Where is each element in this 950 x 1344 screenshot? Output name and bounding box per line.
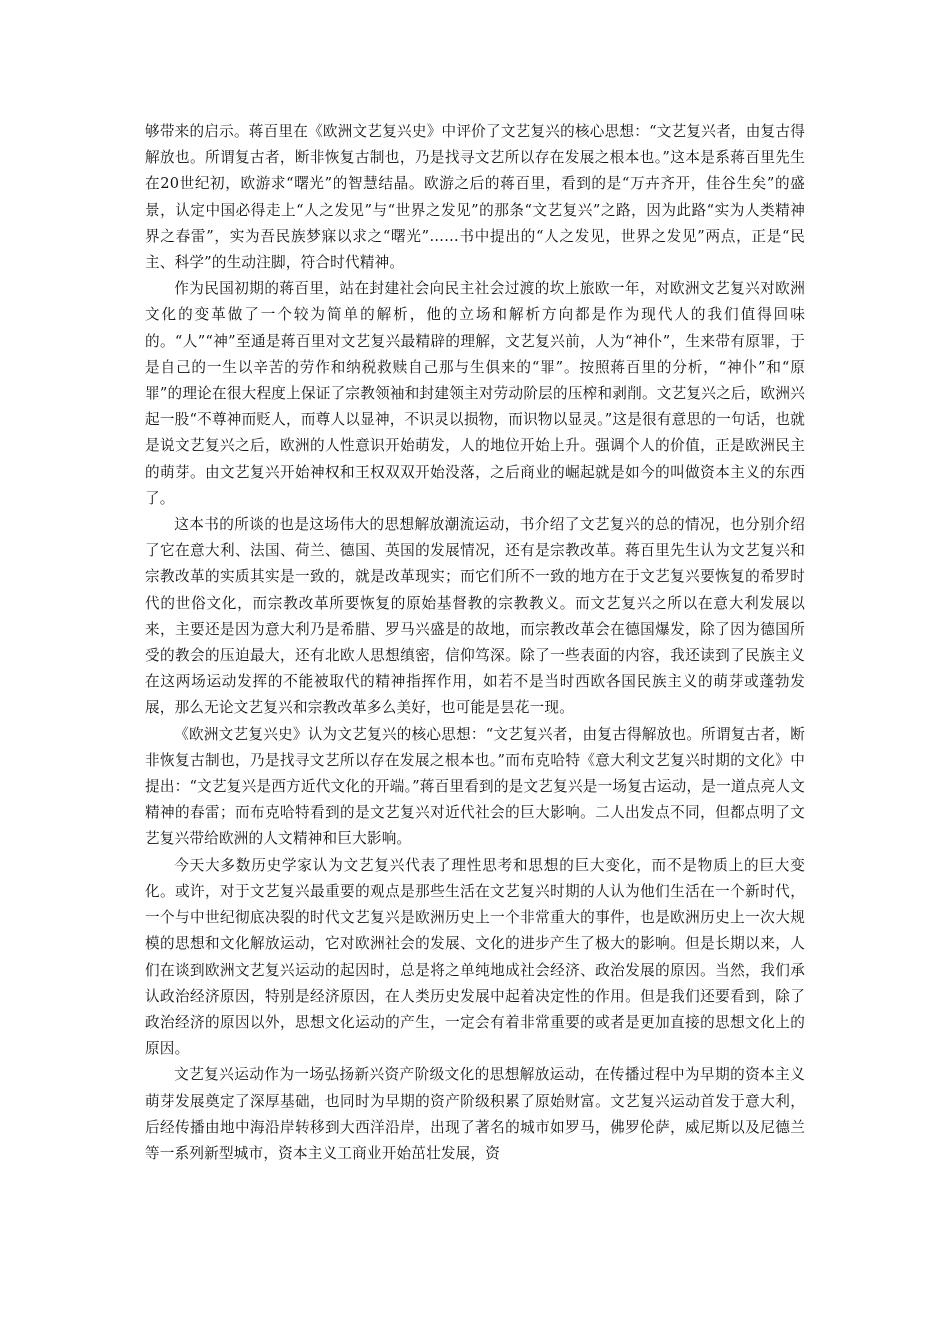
paragraph-jiang-baili-analysis: 作为民国初期的蒋百里，站在封建社会向民主社会过渡的坎上旅欧一年，对欧洲文艺复兴对欧洲文化的变革做了一个较为简单的解析，他的立场和解析方向都是作为现代人的我们值得回味的。“人”“神”至通是蒋百里对文艺复兴最精辟的理解，文艺复兴前，人为“神仆”，生来带有原罪，于是自己的一生以辛苦的劳作和纳税救赎自己那与生俱来的“罪”。按照蒋百里的分析，“神仆”和“原罪”的理论在很大程度上保证了宗教领袖和封建领主对劳动阶层的压榨和剥削。文艺复兴之后，欧洲兴起一股“不尊神而贬人，而尊人以显神，不识灵以损物，而识物以显灵。”这是很有意思的一句话，也就是说文艺复兴之后，欧洲的人性意识开始萌发，人的地位开始上升。强调个人的价值，正是欧洲民主的萌芽。由文艺复兴开始神权和王权双双开始没落，之后商业的崛起就是如今的叫做资本主义的东西了。 [145, 280, 805, 507]
paragraph-historians-view: 今天大多数历史学家认为文艺复兴代表了理性思考和思想的巨大变化，而不是物质上的巨大变化。或许，对于文艺复兴最重要的观点是那些生活在文艺复兴时期的人认为他们生活在一个新时代，一个与中世纪彻底决裂的时代文艺复兴是欧洲历史上一个非常重大的事件，也是欧洲历史上一次大规模的思想和文化解放运动，它对欧洲社会的发展、文化的进步产生了极大的影响。但是长期以来，人们在谈到欧洲文艺复兴运动的起因时，总是将之单纯地成社会经济、政治发展的原因。当然，我们承认政治经济原因，特别是经济原因，在人类历史发展中起着决定性的作用。但是我们还要看到，除了政治经济的原因以外，思想文化运动的产生，一定会有着非常重要的或者是更加直接的思想文化上的原因。 [145, 856, 805, 1058]
paragraph-book-content: 这本书的所谈的也是这场伟大的思想解放潮流运动，书介绍了文艺复兴的总的情况，也分别介绍了它在意大利、法国、荷兰、德国、英国的发展情况，还有是宗教改革。蒋百里先生认为文艺复兴和宗教改革的实质其实是一致的，就是改革现实；而它们所不一致的地方在于文艺复兴要恢复的希罗时代的世俗文化，而宗教改革所要恢复的原始基督教的宗教教义。而文艺复兴之所以在意大利发展以来，主要还是因为意大利乃是希腊、罗马兴盛是的故地，而宗教改革会在德国爆发，除了因为德国所受的教会的压迫最大，还有北欧人思想缜密，信仰笃深。除了一些表面的内容，我还读到了民族主义在这两场运动发挥的不能被取代的精神指挥作用，如若不是当时西欧各国民族主义的萌芽或蓬勃发展，那么无论文艺复兴和宗教改革多么美好，也可能是昙花一现。 [145, 516, 805, 717]
document-page [145, 119, 805, 1167]
paragraph-comparison: 《欧洲文艺复兴史》认为文艺复兴的核心思想：“文艺复兴者，由复古得解放也。所谓复古者，断非恢复古制也，乃是找寻文艺所以存在发展之根本也。”而布克哈特《意大利文艺复兴时期的文化》中提出：“文艺复兴是西方近代文化的开端。”蒋百里看到的是文艺复兴是一场复古运动，是一道点亮人文精神的春雷；而布克哈特看到的是文艺复兴对近代社会的巨大影响。二人出发点不同，但都点明了文艺复兴带给欧洲的人文精神和巨大影响。 [145, 725, 805, 848]
paragraph-continuation: 够带来的启示。蒋百里在《欧洲文艺复兴史》中评价了文艺复兴的核心思想：“文艺复兴者，由复古得解放也。所谓复古者，断非恢复古制也，乃是找寻文艺所以存在发展之根本也。”这本是系蒋百里先生在20世纪初，欧游求“曙光”的智慧结晶。欧游之后的蒋百里，看到的是“万卉齐开，佳谷生矣”的盛景，认定中国必得走上“人之发见”与“世界之发见”的那条“文艺复兴”之路，因为此路“实为人类精神界之春雷”，实为吾民族梦寐以求之“曙光”……书中提出的“人之发见，世界之发见”两点，正是“民主、科学”的生动注脚，符合时代精神。 [145, 123, 805, 272]
paragraph-bourgeois-movement: 文艺复兴运动作为一场弘扬新兴资产阶级文化的思想解放运动，在传播过程中为早期的资本主义萌芽发展奠定了深厚基础，也同时为早期的资产阶级积累了原始财富。文艺复兴运动首发于意大利，后经传播由地中海沿岸转移到大西洋沿岸，出现了著名的城市如罗马，佛罗伦萨，威尼斯以及尼德兰等一系列新型城市，资本主义工商业开始茁壮发展，资 [145, 1066, 805, 1162]
